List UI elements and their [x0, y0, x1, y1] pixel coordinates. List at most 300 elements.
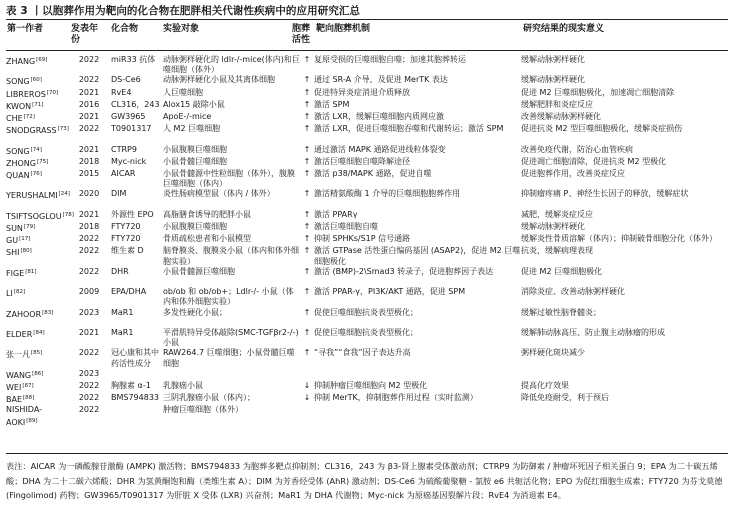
cell-target-text: 小鼠骨髓源巨噬细胞: [163, 266, 235, 276]
cell-mechanism-text: 通过 SR-A 介导，及促进 MerTK 表达: [314, 75, 448, 85]
cell-author: [6, 328, 71, 348]
cell-compound-text: AICAR: [111, 169, 136, 179]
citation-ref: [70]: [46, 89, 59, 96]
cell-compound-text: EPA/DHA: [111, 287, 147, 297]
cell-author: [6, 75, 71, 87]
header-year: 发表年份: [71, 24, 99, 45]
cell-activity: [300, 246, 314, 266]
cell-significance-text: 促进 M2 巨噬细胞极化: [521, 266, 603, 276]
cell-mechanism-text: 激活 PPAR-γ，PI3K/AKT 通路，促进 SPM: [314, 287, 466, 297]
cell-significance: [521, 348, 728, 368]
cell-year-text: 2021: [78, 87, 100, 97]
citation-ref: [24]: [58, 191, 70, 198]
cell-target-text: 动脉粥样硬化小鼠及其离体细胞: [163, 75, 275, 85]
cell-mechanism-text: 促使巨噬细胞抗炎表型极化；: [314, 307, 418, 317]
cell-significance-text: 粥样硬化斑块减少: [521, 348, 585, 358]
cell-target-text: 动脉粥样硬化的 ldlr-/-mice(体内)和巨噬细胞（体外）: [163, 55, 300, 75]
cell-target-text: 多发性硬化小鼠；: [163, 307, 227, 317]
cell-author-text: ELDER: [6, 330, 33, 340]
cell-author-text: ZHANG: [6, 57, 36, 66]
cell-author: [6, 100, 71, 112]
cell-activity-text: ↑: [303, 169, 311, 179]
cell-author: [6, 189, 71, 209]
cell-author-text: YERUSHALMI: [6, 191, 58, 201]
cell-significance-text: 降低免疫耐受，利于预后: [521, 393, 609, 403]
cell-mechanism: [314, 234, 521, 246]
cell-activity-text: ↑: [303, 99, 311, 109]
cell-author-text: LIBREROS: [6, 89, 46, 99]
cell-author: [6, 88, 71, 100]
cell-compound-text: CL316，243: [111, 99, 160, 109]
cell-target-text: 骨质疏松患者和小鼠模型: [163, 234, 251, 244]
cell-activity: [300, 145, 314, 157]
cell-mechanism: [314, 267, 521, 287]
cell-activity-text: ↑: [303, 55, 311, 64]
cell-activity: [300, 210, 314, 222]
cell-author: [6, 234, 71, 246]
cell-year: [71, 100, 105, 112]
cell-compound: [105, 189, 163, 209]
cell-significance-text: 消除炎症、改善动脉粥样硬化: [521, 287, 625, 297]
cell-target-text: 乳腺癌小鼠: [163, 381, 203, 391]
cell-compound: [105, 328, 163, 348]
cell-year-text: 2018: [78, 222, 100, 232]
cell-compound: [105, 124, 163, 144]
cell-author-text: SONG: [6, 77, 30, 87]
cell-author: [6, 124, 71, 144]
table-top-rule: [6, 19, 728, 20]
cell-mechanism: [314, 189, 521, 209]
cell-significance-text: 缓解动脉粥样硬化: [521, 75, 585, 85]
cell-year-text: 2022: [78, 348, 100, 358]
cell-target: [163, 267, 300, 287]
cell-compound: [105, 169, 163, 189]
cell-mechanism: [314, 393, 521, 405]
cell-mechanism-text: 激活 GTPase 活性蛋白编码基因 (ASAP2)，促进 M2 巨噬细胞极化: [314, 246, 521, 266]
cell-activity-text: ↑: [303, 246, 311, 256]
cell-significance: [521, 267, 728, 287]
cell-activity-text: ↑: [303, 112, 311, 122]
cell-year-text: 2015: [78, 169, 100, 179]
cell-year: [71, 222, 105, 234]
cell-activity-text: ↑: [303, 144, 311, 154]
cell-mechanism-text: 促进特异炎症消退介质释放: [314, 87, 410, 97]
cell-compound: [105, 55, 163, 75]
cell-author: [6, 222, 71, 234]
cell-target-text: Alox15 敲除小鼠: [163, 99, 225, 109]
cell-target-text: 肿瘤巨噬细胞（体外）: [163, 405, 243, 415]
cell-mechanism-text: 激活 PPARγ: [314, 209, 358, 219]
table-row: [6, 287, 728, 307]
cell-activity: [300, 189, 314, 209]
table-body: [6, 55, 728, 428]
cell-mechanism: [314, 246, 521, 266]
cell-target: [163, 287, 300, 307]
cell-target-text: 人巨噬细胞: [163, 87, 203, 97]
cell-activity: [300, 287, 314, 307]
cell-author-text: ZAHOOR: [6, 309, 42, 319]
cell-year-text: 2021: [78, 144, 100, 154]
citation-ref: [81]: [25, 268, 37, 275]
cell-activity: [300, 75, 314, 87]
cell-target: [163, 112, 300, 124]
cell-activity: [300, 405, 314, 427]
cell-mechanism: [314, 100, 521, 112]
cell-mechanism-text: 激活 LXR，促进巨噬细胞吞噬和代谢转运；激活 SPM: [314, 124, 504, 134]
cell-activity-text: ↑: [303, 328, 311, 338]
cell-year: [71, 405, 105, 427]
cell-target-text: ApoE-/-mice: [163, 112, 212, 122]
cell-activity-text: ↑: [303, 209, 311, 219]
cell-year-text: 2020: [78, 189, 100, 199]
cell-author: [6, 287, 71, 307]
cell-compound: [105, 267, 163, 287]
cell-target: [163, 88, 300, 100]
cell-significance-text: 促进抗炎 M2 型巨噬细胞极化，缓解炎症损伤: [521, 124, 683, 134]
cell-target: [163, 75, 300, 87]
cell-year: [71, 55, 105, 75]
citation-ref: [72]: [23, 114, 35, 121]
header-activity: 胞葬活性: [292, 24, 311, 45]
cell-compound-text: FTY720: [111, 222, 141, 232]
cell-author-text: SUN: [6, 224, 23, 234]
cell-compound-text: FTY720: [111, 234, 141, 244]
cell-compound: [105, 88, 163, 100]
cell-year-text: 2022: [78, 393, 100, 403]
cell-author: [6, 381, 71, 393]
cell-compound: [105, 210, 163, 222]
cell-author-text: WEI: [6, 383, 22, 393]
cell-mechanism: [314, 112, 521, 124]
cell-mechanism: [314, 88, 521, 100]
cell-significance: [521, 169, 728, 189]
citation-ref: [89]: [26, 417, 38, 424]
table-row: [6, 112, 728, 124]
cell-target: [163, 234, 300, 246]
cell-activity-text: ↑: [303, 348, 311, 358]
citation-ref: [69]: [36, 57, 48, 63]
cell-compound-text: T0901317: [111, 124, 152, 134]
cell-significance-text: 改善免疫代谢，防治心血管疾病: [521, 144, 633, 154]
cell-author: [6, 308, 71, 328]
cell-year-text: 2023: [78, 368, 100, 378]
cell-author: [6, 145, 71, 157]
cell-compound: [105, 369, 163, 381]
cell-significance: [521, 75, 728, 87]
cell-author-text: BAE: [6, 395, 23, 405]
cell-mechanism-text: 抑制 SPHKs/S1P 信号通路: [314, 234, 411, 244]
cell-activity-text: ↓: [303, 393, 311, 403]
cell-compound: [105, 405, 163, 427]
citation-ref: [74]: [30, 146, 42, 153]
cell-significance-text: 缓解动脉粥样硬化: [521, 55, 585, 64]
cell-year: [71, 88, 105, 100]
table-row: [6, 369, 728, 381]
cell-year: [71, 75, 105, 87]
cell-significance: [521, 393, 728, 405]
cell-activity-text: ↑: [303, 87, 311, 97]
cell-significance: [521, 210, 728, 222]
cell-activity-text: ↑: [303, 222, 311, 232]
cell-year: [71, 328, 105, 348]
cell-compound-text: MaR1: [111, 328, 134, 338]
table-row: [6, 246, 728, 266]
cell-significance-text: 缓解过敏性脑脊髓炎；: [521, 307, 601, 317]
cell-year-text: 2022: [78, 381, 100, 391]
citation-ref: [86]: [32, 370, 44, 377]
citation-ref: [71]: [32, 101, 44, 108]
cell-year-text: 2022: [78, 234, 100, 244]
cell-activity: [300, 381, 314, 393]
cell-target: [163, 124, 300, 144]
cell-compound-text: RvE4: [111, 87, 132, 97]
cell-target-text: ob/ob 和 ob/ob+；Ldlr-/- 小鼠（体内和体外细胞实验）: [163, 287, 294, 307]
cell-activity: [300, 112, 314, 124]
cell-significance: [521, 246, 728, 266]
cell-target-text: 平滑肌特异受体敲除(SMC-TGFβr2-/-) 小鼠: [163, 328, 299, 348]
table-row: [6, 75, 728, 87]
cell-activity: [300, 393, 314, 405]
cell-year-text: 2016: [78, 99, 100, 109]
cell-significance: [521, 308, 728, 328]
cell-target: [163, 246, 300, 266]
cell-target: [163, 328, 300, 348]
cell-year: [71, 308, 105, 328]
cell-year-text: 2022: [78, 266, 100, 276]
cell-activity: [300, 157, 314, 169]
cell-year-text: 2022: [78, 124, 100, 134]
cell-mechanism-text: 激活精氨酸酶 1 介导的巨噬细胞胞葬作用: [314, 189, 461, 199]
table-title: 表 3 丨以胞葬作用为靶向的化合物在肥胖相关代谢性疾病中的应用研究汇总: [6, 5, 361, 17]
cell-activity-text: ↑: [303, 189, 311, 199]
cell-mechanism: [314, 210, 521, 222]
cell-author: [6, 369, 71, 381]
cell-significance: [521, 124, 728, 144]
cell-author-text: SHI: [6, 248, 20, 258]
cell-significance: [521, 222, 728, 234]
cell-year: [71, 381, 105, 393]
cell-activity: [300, 348, 314, 368]
cell-author: [6, 55, 71, 75]
cell-mechanism: [314, 369, 521, 381]
cell-compound-text: 胸腺素 α-1: [111, 381, 151, 391]
cell-significance-text: 改善缓解动脉粥样硬化: [521, 112, 601, 122]
header-bottom-rule: [6, 50, 728, 51]
cell-mechanism: [314, 308, 521, 328]
table-row: [6, 328, 728, 348]
cell-activity-text: ↑: [303, 234, 311, 244]
cell-compound-text: DHR: [111, 266, 129, 276]
cell-author: [6, 157, 71, 169]
cell-activity: [300, 369, 314, 381]
cell-author-text: QUAN: [6, 171, 30, 181]
cell-year: [71, 369, 105, 381]
cell-mechanism-text: 复原受损的巨噬细胞自噬；加速其胞葬转运: [314, 55, 466, 64]
cell-compound: [105, 381, 163, 393]
cell-compound: [105, 246, 163, 266]
cell-activity-text: ↑: [303, 75, 311, 85]
table-row: [6, 381, 728, 393]
cell-year: [71, 393, 105, 405]
cell-target: [163, 169, 300, 189]
cell-mechanism-text: 促使巨噬细胞抗炎表型极化；: [314, 328, 418, 338]
table-row: [6, 393, 728, 405]
cell-year-text: 2022: [78, 246, 100, 256]
cell-activity: [300, 88, 314, 100]
cell-activity: [300, 124, 314, 144]
cell-compound: [105, 234, 163, 246]
table-row: [6, 405, 728, 427]
cell-target: [163, 55, 300, 75]
data-table: [6, 55, 728, 428]
cell-activity: [300, 328, 314, 348]
cell-mechanism: [314, 381, 521, 393]
cell-mechanism-text: 抑制肿瘤巨噬细胞向 M2 型极化: [314, 381, 428, 391]
cell-activity: [300, 267, 314, 287]
cell-mechanism-text: 激活 LXR，缓解巨噬细胞内质网应激: [314, 112, 445, 122]
cell-target: [163, 157, 300, 169]
cell-author: [6, 393, 71, 405]
cell-significance: [521, 157, 728, 169]
citation-ref: [17]: [19, 236, 31, 243]
cell-significance: [521, 100, 728, 112]
cell-significance: [521, 381, 728, 393]
cell-significance-text: 缓解肺动脉高压、防止腹主动脉瘤的形成: [521, 328, 665, 338]
cell-year: [71, 234, 105, 246]
cell-author: [6, 169, 71, 189]
cell-compound-text: 冠心康和其中药活性成分: [111, 348, 159, 368]
cell-author-text: GU: [6, 236, 19, 246]
cell-activity-text: ↓: [303, 381, 311, 391]
cell-author: [6, 112, 71, 124]
cell-target: [163, 405, 300, 427]
cell-mechanism-text: 激活 SPM: [314, 99, 350, 109]
cell-activity-text: ↑: [303, 156, 311, 166]
header-mechanism: 靶向胞葬机制: [316, 24, 371, 34]
cell-significance-text: 促进胞葬作用，改善炎症反应: [521, 169, 625, 179]
cell-mechanism-text: 激活 (BMP)-2\Smad3 转录子，促进胞葬因子表达: [314, 266, 494, 276]
cell-year: [71, 189, 105, 209]
cell-activity-text: ↑: [303, 287, 311, 297]
table-row: [6, 157, 728, 169]
cell-compound-text: 外源性 EPO: [111, 209, 154, 219]
cell-year: [71, 145, 105, 157]
cell-significance: [521, 55, 728, 75]
citation-ref: [78]: [62, 211, 74, 218]
cell-compound: [105, 222, 163, 234]
cell-target: [163, 222, 300, 234]
cell-activity: [300, 234, 314, 246]
cell-author: [6, 267, 71, 287]
cell-compound: [105, 145, 163, 157]
cell-compound-text: DIM: [111, 189, 127, 199]
citation-ref: [76]: [30, 171, 42, 178]
cell-compound: [105, 287, 163, 307]
citation-ref: [60]: [30, 77, 42, 84]
cell-year-text: 2022: [78, 75, 100, 85]
table-row: [6, 169, 728, 189]
cell-author-text: 张一凡: [6, 350, 30, 360]
citation-ref: [83]: [42, 309, 54, 316]
cell-target: [163, 210, 300, 222]
cell-year: [71, 287, 105, 307]
cell-mechanism: [314, 287, 521, 307]
cell-mechanism: [314, 55, 521, 75]
cell-compound-text: DS-Ce6: [111, 75, 141, 85]
header-significance: 研究结果的现实意义: [523, 24, 605, 34]
cell-year: [71, 169, 105, 189]
cell-year-text: 2023: [78, 307, 100, 317]
cell-mechanism: [314, 348, 521, 368]
cell-compound-text: GW3965: [111, 112, 146, 122]
cell-compound-text: Myc-nick: [111, 156, 147, 166]
citation-ref: [85]: [31, 350, 43, 357]
cell-mechanism-text: 激活巨噬细胞自噬: [314, 222, 378, 232]
cell-mechanism-text: 激活 p38/MAPK 通路，促进自噬: [314, 169, 432, 179]
cell-activity-text: ↑: [303, 307, 311, 317]
cell-compound: [105, 75, 163, 87]
cell-mechanism: [314, 145, 521, 157]
citation-ref: [84]: [33, 330, 45, 337]
cell-mechanism-text: “寻我”“食我”因子表达升高: [314, 348, 411, 358]
cell-target-text: RAW264.7 巨噬细胞；小鼠骨髓巨噬细胞: [163, 348, 295, 368]
cell-mechanism-text: 激活巨噬细胞自噬降解途径: [314, 156, 410, 166]
cell-activity: [300, 308, 314, 328]
cell-mechanism: [314, 328, 521, 348]
table-row: [6, 267, 728, 287]
cell-author-text: NISHIDA-AOKI: [6, 405, 42, 427]
cell-target: [163, 189, 300, 209]
table-row: [6, 308, 728, 328]
cell-year: [71, 348, 105, 368]
cell-compound-text: miR33 抗体: [111, 55, 156, 64]
cell-activity: [300, 55, 314, 75]
cell-author-text: SNODGRASS: [6, 126, 57, 136]
cell-mechanism: [314, 222, 521, 234]
cell-target-text: 高脂膳食诱导的肥胖小鼠: [163, 209, 251, 219]
cell-target-text: 小鼠骨髓巨噬细胞: [163, 156, 227, 166]
cell-year: [71, 267, 105, 287]
cell-year-text: 2021: [78, 112, 100, 122]
citation-ref: [79]: [23, 224, 36, 231]
cell-significance: [521, 405, 728, 427]
cell-author-text: WANG: [6, 370, 32, 380]
header-compound: 化合物: [111, 24, 139, 34]
table-row: [6, 189, 728, 209]
cell-target-text: 炎性肠病模型鼠（体内 / 体外）: [163, 189, 275, 199]
citation-ref: [75]: [36, 158, 49, 165]
cell-compound-text: 维生素 D: [111, 246, 144, 256]
cell-activity-text: ↑: [303, 266, 311, 276]
table-row: [6, 222, 728, 234]
cell-target: [163, 369, 300, 381]
cell-target: [163, 381, 300, 393]
cell-activity: [300, 222, 314, 234]
cell-compound: [105, 308, 163, 328]
cell-year-text: 2018: [78, 156, 100, 166]
cell-author-text: FIGE: [6, 268, 25, 278]
cell-year-text: 2009: [78, 287, 100, 297]
cell-mechanism: [314, 124, 521, 144]
cell-mechanism: [314, 169, 521, 189]
cell-compound: [105, 393, 163, 405]
table-row: [6, 145, 728, 157]
cell-significance-text: 抑制瘤疼痛 P、神经生长因子的释放，缓解症状: [521, 189, 689, 199]
cell-significance: [521, 112, 728, 124]
citation-ref: [82]: [13, 289, 26, 296]
cell-significance: [521, 189, 728, 209]
cell-author-text: ZHONG: [6, 158, 36, 168]
